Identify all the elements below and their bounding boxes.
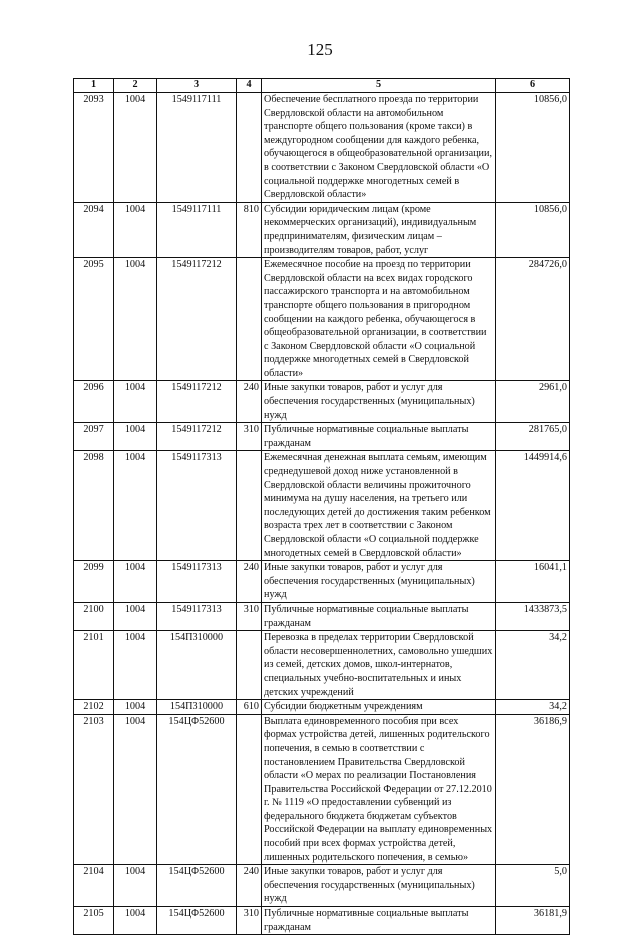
description-cell: Выплата единовременного пособия при всех формах устройства детей, лишенных родительского попечения, в семью в соответствии с постановлением Правительства Свердловской области «О мерах по реализации Постановления Правительства Российской Федерации от 27.12.2010 г. № 1119 «О предоставлении субвенций из федерального бюджета бюджетам субъектов Российской Федерации на выплату единовременных пособий при всех формах устройства детей, лишенных родительского попечения, в семью» (262, 714, 496, 865)
expense-type-cell: 310 (237, 907, 262, 935)
expense-type-cell: 310 (237, 602, 262, 630)
target-article-cell: 1549117313 (157, 451, 237, 561)
section-code-cell: 1004 (114, 258, 157, 381)
budget-table (73, 78, 570, 935)
row-number-cell: 2100 (74, 602, 114, 630)
row-number-cell: 2099 (74, 561, 114, 603)
row-number-cell: 2103 (74, 714, 114, 865)
page-number: 125 (307, 40, 333, 59)
table-row (74, 561, 570, 603)
table-row (74, 602, 570, 630)
column-header: 4 (237, 79, 262, 93)
amount-cell: 10856,0 (496, 93, 570, 203)
target-article-cell: 154ЦФ52600 (157, 714, 237, 865)
section-code-cell: 1004 (114, 631, 157, 700)
row-number-cell: 2093 (74, 93, 114, 203)
amount-cell: 284726,0 (496, 258, 570, 381)
target-article-cell: 154ЦФ52600 (157, 865, 237, 907)
section-code-cell: 1004 (114, 451, 157, 561)
description-cell: Публичные нормативные социальные выплаты гражданам (262, 602, 496, 630)
section-code-cell: 1004 (114, 865, 157, 907)
table-row (74, 202, 570, 257)
amount-cell: 16041,1 (496, 561, 570, 603)
table-row (74, 93, 570, 203)
table-row (74, 423, 570, 451)
column-header: 5 (262, 79, 496, 93)
table-row (74, 258, 570, 381)
expense-type-cell (237, 451, 262, 561)
target-article-cell: 154ЦФ52600 (157, 907, 237, 935)
row-number-cell: 2105 (74, 907, 114, 935)
target-article-cell: 154П310000 (157, 700, 237, 715)
amount-cell: 10856,0 (496, 202, 570, 257)
section-code-cell: 1004 (114, 423, 157, 451)
description-cell: Перевозка в пределах территории Свердловской области несовершеннолетних, самовольно ушедших из семей, детских домов, школ-интернатов, специальных учебно-воспитательных и иных детских учреждений (262, 631, 496, 700)
description-cell: Иные закупки товаров, работ и услуг для обеспечения государственных (муниципальных) нужд (262, 561, 496, 603)
expense-type-cell: 310 (237, 423, 262, 451)
target-article-cell: 1549117212 (157, 381, 237, 423)
target-article-cell: 1549117313 (157, 602, 237, 630)
column-header: 6 (496, 79, 570, 93)
expense-type-cell (237, 714, 262, 865)
target-article-cell: 154П310000 (157, 631, 237, 700)
section-code-cell: 1004 (114, 561, 157, 603)
expense-type-cell (237, 258, 262, 381)
section-code-cell: 1004 (114, 700, 157, 715)
table-row (74, 451, 570, 561)
description-cell: Иные закупки товаров, работ и услуг для обеспечения государственных (муниципальных) нужд (262, 381, 496, 423)
section-code-cell: 1004 (114, 602, 157, 630)
expense-type-cell: 240 (237, 865, 262, 907)
section-code-cell: 1004 (114, 202, 157, 257)
target-article-cell: 1549117212 (157, 423, 237, 451)
table-row (74, 631, 570, 700)
row-number-cell: 2101 (74, 631, 114, 700)
expense-type-cell (237, 631, 262, 700)
row-number-cell: 2104 (74, 865, 114, 907)
section-code-cell: 1004 (114, 714, 157, 865)
row-number-cell: 2098 (74, 451, 114, 561)
expense-type-cell (237, 93, 262, 203)
amount-cell: 34,2 (496, 631, 570, 700)
row-number-cell: 2097 (74, 423, 114, 451)
amount-cell: 1433873,5 (496, 602, 570, 630)
description-cell: Публичные нормативные социальные выплаты гражданам (262, 907, 496, 935)
table-row (74, 381, 570, 423)
target-article-cell: 1549117111 (157, 93, 237, 203)
row-number-cell: 2095 (74, 258, 114, 381)
table-row (74, 700, 570, 715)
expense-type-cell: 240 (237, 561, 262, 603)
section-code-cell: 1004 (114, 381, 157, 423)
table-body (74, 93, 570, 935)
expense-type-cell: 240 (237, 381, 262, 423)
section-code-cell: 1004 (114, 907, 157, 935)
expense-type-cell: 810 (237, 202, 262, 257)
amount-cell: 34,2 (496, 700, 570, 715)
amount-cell: 36181,9 (496, 907, 570, 935)
description-cell: Субсидии юридическим лицам (кроме некоммерческих организаций), индивидуальным предпринимателям, физическим лицам – производителям товаров, работ, услуг (262, 202, 496, 257)
description-cell: Обеспечение бесплатного проезда по территории Свердловской области на автомобильном транспорте общего пользования (кроме такси) в междугородном сообщении для каждого ребенка, обучающегося в общеобразовательной организации, в соответствии с Законом Свердловской области «О социальной поддержке многодетных семей в Свердловской области» (262, 93, 496, 203)
description-cell: Публичные нормативные социальные выплаты гражданам (262, 423, 496, 451)
target-article-cell: 1549117313 (157, 561, 237, 603)
row-number-cell: 2094 (74, 202, 114, 257)
table-row (74, 907, 570, 935)
description-cell: Субсидии бюджетным учреждениям (262, 700, 496, 715)
table-header-row (74, 79, 570, 93)
amount-cell: 281765,0 (496, 423, 570, 451)
row-number-cell: 2102 (74, 700, 114, 715)
amount-cell: 2961,0 (496, 381, 570, 423)
target-article-cell: 1549117111 (157, 202, 237, 257)
description-cell: Ежемесячное пособие на проезд по территории Свердловской области на всех видах городского пассажирского транспорта и на автомобильном транспорте общего пользования в пригородном сообщении на каждого ребенка, обучающегося в общеобразовательной организации, в соответствии с Законом Свердловской области «О социальной поддержке многодетных семей в Свердловской области» (262, 258, 496, 381)
table-row (74, 714, 570, 865)
amount-cell: 1449914,6 (496, 451, 570, 561)
row-number-cell: 2096 (74, 381, 114, 423)
column-header: 2 (114, 79, 157, 93)
amount-cell: 5,0 (496, 865, 570, 907)
column-header: 3 (157, 79, 237, 93)
section-code-cell: 1004 (114, 93, 157, 203)
column-header: 1 (74, 79, 114, 93)
expense-type-cell: 610 (237, 700, 262, 715)
target-article-cell: 1549117212 (157, 258, 237, 381)
description-cell: Ежемесячная денежная выплата семьям, имеющим среднедушевой доход ниже установленной в Свердловской области величины прожиточного минимума на душу населения, на третьего или последующих детей до достижения таким ребенком возраста трех лет в соответствии с Законом Свердловской области «О социальной поддержке многодетных семей в Свердловской области» (262, 451, 496, 561)
table-row (74, 865, 570, 907)
amount-cell: 36186,9 (496, 714, 570, 865)
description-cell: Иные закупки товаров, работ и услуг для обеспечения государственных (муниципальных) нужд (262, 865, 496, 907)
